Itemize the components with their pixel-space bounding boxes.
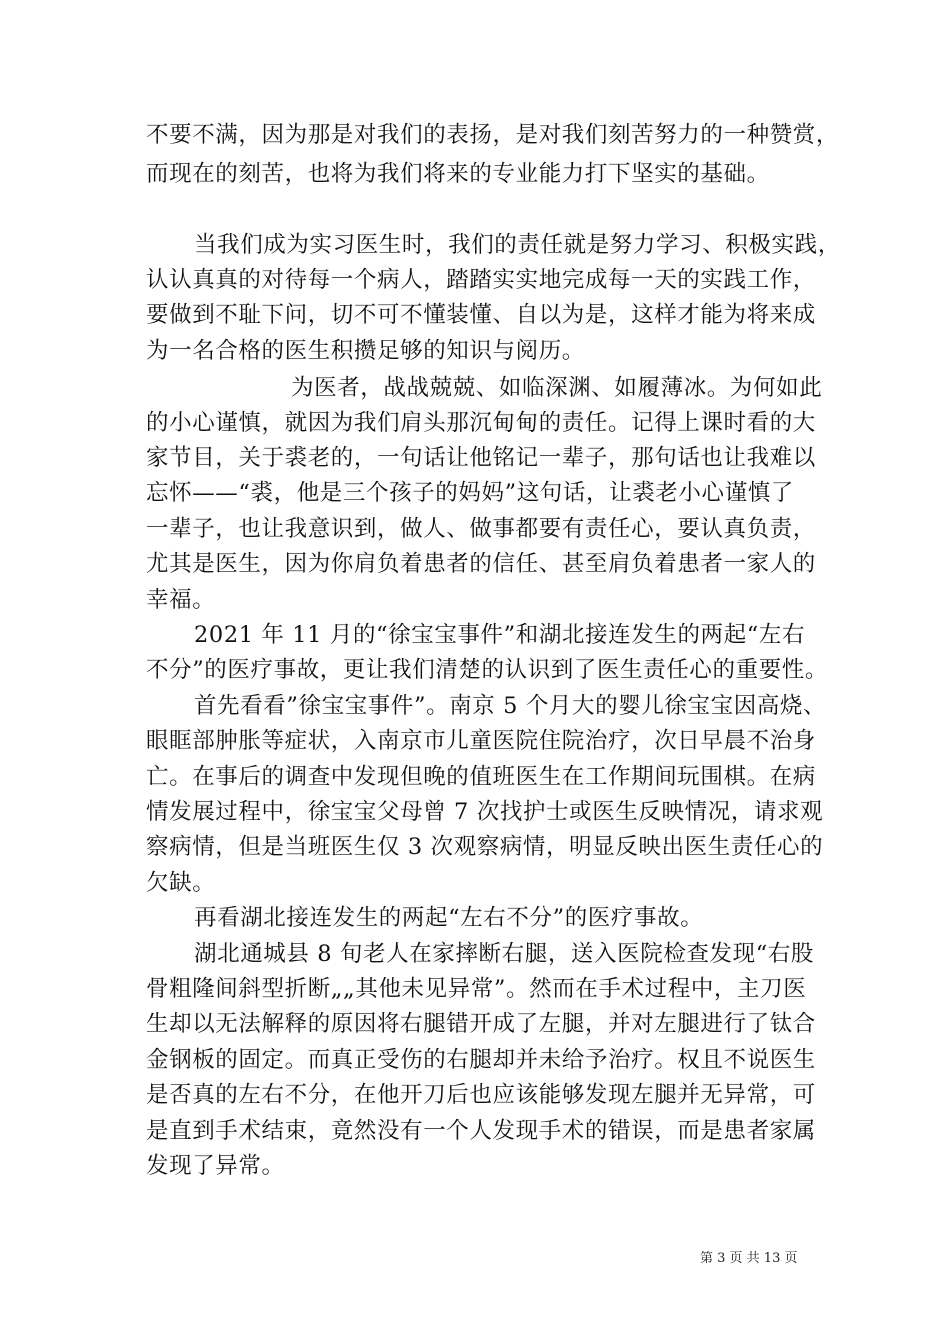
text-line: 是直到手术结束，竟然没有一个人发现手术的错误，而是患者家属 <box>146 1118 816 1144</box>
text-line: 发现了异常。 <box>146 1153 285 1179</box>
text-line: 亡。在事后的调查中发现但晚的值班医生在工作期间玩围棋。在病 <box>146 764 816 790</box>
text-line: 认认真真的对待每一个病人，踏踏实实地完成每一天的实践工作， <box>146 267 816 293</box>
text-line: 眼眶部肿胀等症状，入南京市儿童医院住院治疗，次日早晨不治身 <box>146 728 816 754</box>
text-line: 察病情，但是当班医生仅 3 次观察病情，明显反映出医生责任心的 <box>146 834 824 860</box>
text-line: 是否真的左右不分，在他开刀后也应该能够发现左腿并无异常，可 <box>146 1082 816 1108</box>
paragraph-first-line: 2021 年 11 月的“徐宝宝事件”和湖北接连发生的两起“左右 <box>194 622 806 648</box>
text-line: 骨粗隆间斜型折断„„其他未见异常”。然而在手术过程中，主刀医 <box>146 976 807 1002</box>
text-line: 尤其是医生，因为你肩负着患者的信任、甚至肩负着患者一家人的 <box>146 551 816 577</box>
paragraph-first-line: 首先看看”徐宝宝事件”。南京 5 个月大的婴儿徐宝宝因高烧、 <box>194 693 827 719</box>
text-line: 欠缺。 <box>146 870 216 896</box>
text-line: 要做到不耻下问，切不可不懂装懂、自以为是，这样才能为将来成 <box>146 302 816 328</box>
text-line: 忘怀——“裘，他是三个孩子的妈妈”这句话，让裘老小心谨慎了 <box>146 480 794 506</box>
text-line: 而现在的刻苦，也将为我们将来的专业能力打下坚实的基础。 <box>146 161 770 187</box>
paragraph-first-line: 再看湖北接连发生的两起“左右不分”的医疗事故。 <box>194 905 704 931</box>
text-line: 情发展过程中，徐宝宝父母曾 7 次找护士或医生反映情况，请求观 <box>146 799 824 825</box>
text-line: 不分”的医疗事故，更让我们清楚的认识到了医生责任心的重要性。 <box>146 657 829 683</box>
text-line: 幸福。 <box>146 587 216 613</box>
text-line: 生却以无法解释的原因将右腿错开成了左腿，并对左腿进行了钛合 <box>146 1011 816 1037</box>
paragraph-first-line: 当我们成为实习医生时，我们的责任就是努力学习、积极实践， <box>194 232 841 258</box>
text-line: 的小心谨慎，就因为我们肩头那沉甸甸的责任。记得上课时看的大 <box>146 410 816 436</box>
paragraph-first-line: 湖北通城县 8 旬老人在家摔断右腿，送入医院检查发现“右股 <box>194 941 815 967</box>
text-line: 家节目，关于裘老的，一句话让他铭记一辈子，那句话也让我难以 <box>146 445 816 471</box>
paragraph-first-line: 为医者，战战兢兢、如临深渊、如履薄冰。为何如此 <box>291 375 823 401</box>
text-line: 金钢板的固定。而真正受伤的右腿却并未给予治疗。权且不说医生 <box>146 1047 816 1073</box>
text-line: 不要不满，因为那是对我们的表扬，是对我们刻苦努力的一种赞赏， <box>146 122 840 148</box>
text-line: 为一名合格的医生积攒足够的知识与阅历。 <box>146 338 585 364</box>
page-number-footer: 第 3 页 共 13 页 <box>700 1251 798 1266</box>
text-line: 一辈子，也让我意识到，做人、做事都要有责任心，要认真负责， <box>146 516 816 542</box>
